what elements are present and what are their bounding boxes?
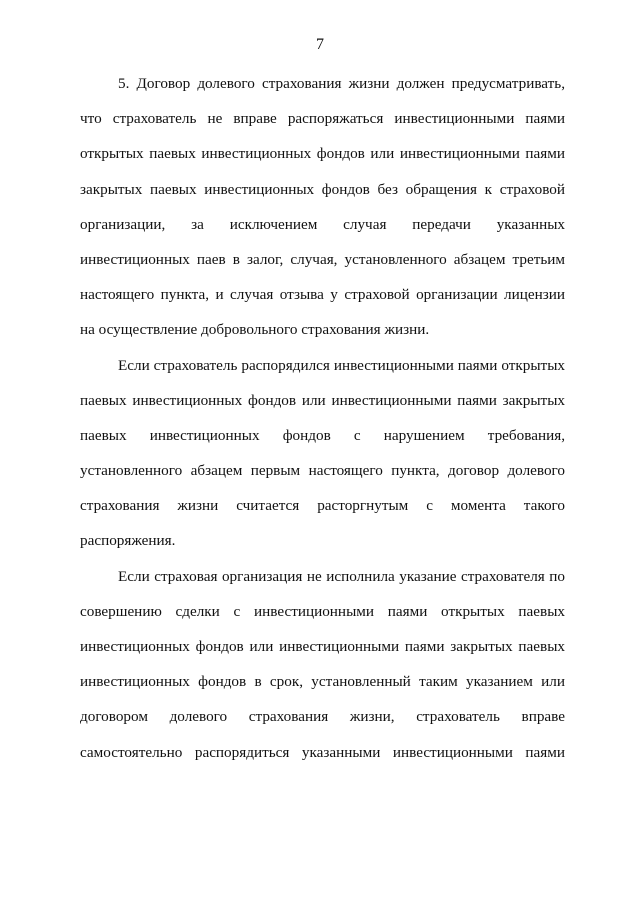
text-line: инвестиционных фондов в срок, установленный таким указанием или [80,673,565,691]
text-line: инвестиционных паев в залог, случая, установленного абзацем третьим [80,250,565,268]
text-line: совершению сделки с инвестиционными паями открытых паевых [80,602,565,620]
text-line: паевых инвестиционных фондов или инвестиционными паями закрытых [80,391,565,409]
paragraph [80,348,565,559]
text-line: самостоятельно распорядиться указанными инвестиционными паями [80,743,565,761]
text-line: паевых инвестиционных фондов с нарушением требования, [80,426,565,444]
text-line: организации, за исключением случая передачи указанных [80,215,565,233]
page-number: 7 [316,36,324,53]
text-line: установленного абзацем первым настоящего пункта, договор долевого [80,462,565,480]
text-line: на осуществление добровольного страхования жизни. [80,321,430,339]
text-line: 5. Договор долевого страхования жизни должен предусматривать, [118,75,565,92]
document-body [80,66,565,770]
text-line: открытых паевых инвестиционных фондов или инвестиционными паями [80,145,565,163]
text-line: Если страхователь распорядился инвестиционными паями открытых [118,356,565,374]
text-line: что страхователь не вправе распоряжаться инвестиционными паями [80,110,565,128]
text-line: настоящего пункта, и случая отзыва у страховой организации лицензии [80,286,565,304]
text-line: страхования жизни считается расторгнутым с момента такого [80,497,565,515]
text-line: закрытых паевых инвестиционных фондов без обращения к страховой [80,180,565,198]
paragraph [80,66,565,348]
text-line: распоряжения. [80,532,176,550]
text-line: инвестиционных фондов или инвестиционными паями закрытых паевых [80,638,565,655]
text-line: договором долевого страхования жизни, страхователь вправе [80,708,565,726]
paragraph [80,559,565,770]
text-line: Если страховая организация не исполнила указание страхователя по [118,567,565,585]
